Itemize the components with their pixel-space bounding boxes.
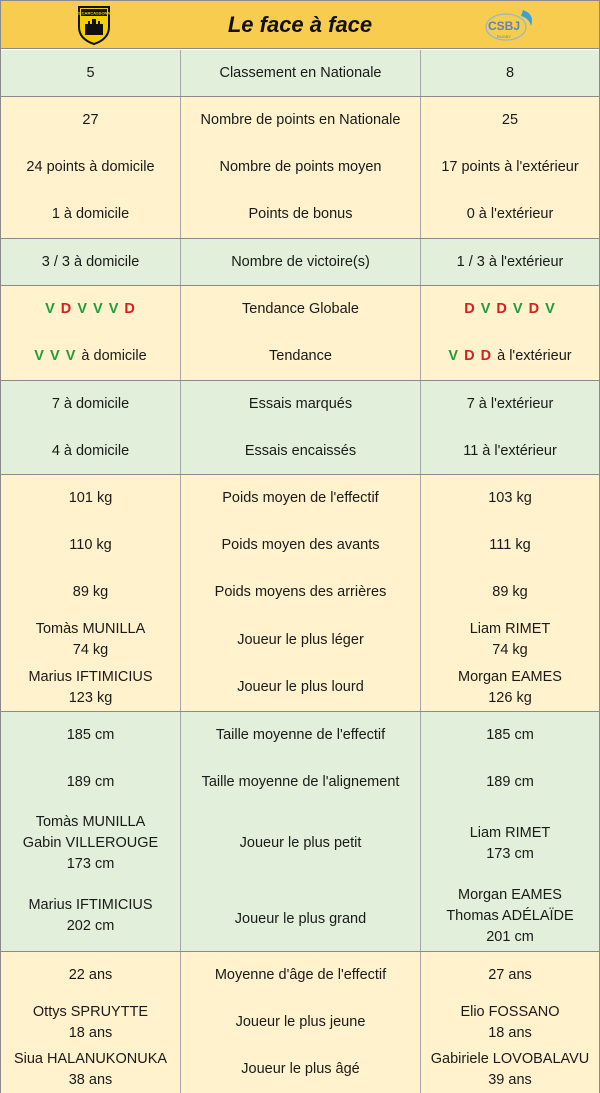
table-row xyxy=(1,475,599,522)
table-row xyxy=(1,50,599,97)
player-value: 38 ans xyxy=(68,1071,113,1088)
away-value: 11 à l'extérieur xyxy=(463,443,557,459)
home-trend-form xyxy=(34,348,76,364)
away-trend-suffix: à l'extérieur xyxy=(497,348,572,364)
win-result: V xyxy=(45,301,56,317)
svg-text:US CARCASSONNE: US CARCASSONNE xyxy=(74,10,114,16)
win-result: V xyxy=(480,301,492,317)
home-value: 4 à domicile xyxy=(51,443,130,459)
row-label: Poids moyen de l'effectif xyxy=(222,490,379,506)
away-value: 185 cm xyxy=(486,727,534,743)
home-value: 101 kg xyxy=(68,490,113,506)
player-name: Morgan EAMES xyxy=(458,668,562,685)
away-global-form xyxy=(464,299,556,320)
win-result: V xyxy=(108,301,120,317)
table-row xyxy=(1,664,599,711)
section-weight xyxy=(1,475,599,712)
player-name: Liam RIMET xyxy=(469,621,551,637)
player-value: 126 kg xyxy=(488,689,532,706)
away-value: 27 ans xyxy=(488,967,532,983)
player-value: 18 ans xyxy=(68,1024,113,1041)
win-result: V xyxy=(34,348,45,364)
home-player xyxy=(1,616,180,664)
table-row xyxy=(1,97,599,144)
table-row xyxy=(1,881,599,951)
away-value: 25 xyxy=(501,112,519,128)
win-result: V xyxy=(65,348,77,364)
win-result: V xyxy=(545,301,556,317)
table-row xyxy=(1,144,599,191)
row-label: Taille moyenne de l'alignement xyxy=(201,774,400,790)
section-wins xyxy=(1,239,599,286)
player-value: 173 cm xyxy=(66,856,115,872)
table-row xyxy=(1,759,599,806)
player-value: 39 ans xyxy=(488,1071,532,1088)
home-value: 189 cm xyxy=(66,774,115,790)
player-value: 202 cm xyxy=(66,918,115,934)
player-name: Marius IFTIMICIUS xyxy=(28,897,153,913)
away-player xyxy=(421,881,599,951)
loss-result: D xyxy=(464,348,476,364)
player-name: Gabin VILLEROUGE xyxy=(22,835,159,851)
loss-result: D xyxy=(124,301,136,317)
home-trend-suffix: à domicile xyxy=(81,348,147,364)
loss-result: D xyxy=(60,301,73,317)
win-result: V xyxy=(448,348,460,364)
away-value: 111 kg xyxy=(489,537,531,553)
home-value: 89 kg xyxy=(72,584,109,600)
row-label: Poids moyen des avants xyxy=(221,537,380,553)
table-row xyxy=(1,999,599,1046)
section-tries xyxy=(1,381,599,475)
player-value: 74 kg xyxy=(492,642,528,658)
home-value: 7 à domicile xyxy=(51,396,130,412)
away-trend-form xyxy=(448,348,492,364)
table-row xyxy=(1,1046,599,1093)
away-value: 0 à l'extérieur xyxy=(466,206,554,222)
table-row xyxy=(1,191,599,238)
home-value: 110 kg xyxy=(69,537,112,553)
home-player xyxy=(1,664,180,711)
csbj-logo xyxy=(479,6,539,44)
player-name: Marius IFTIMICIUS xyxy=(28,668,153,685)
home-value: 24 points à domicile xyxy=(26,159,155,175)
loss-result: D xyxy=(496,301,508,317)
win-result: V xyxy=(77,301,88,317)
away-value: 1 / 3 à l'extérieur xyxy=(456,253,564,270)
home-value: 1 à domicile xyxy=(51,206,130,222)
player-name: Liam RIMET xyxy=(469,824,551,841)
loss-result: D xyxy=(528,301,541,317)
loss-result: D xyxy=(480,348,493,364)
section-height xyxy=(1,712,599,952)
table-row xyxy=(1,952,599,999)
row-label: Essais marqués xyxy=(248,396,353,412)
row-label: Tendance Globale xyxy=(242,301,359,317)
table-row xyxy=(1,239,599,285)
section-form xyxy=(1,286,599,381)
table-row xyxy=(1,381,599,428)
row-label: Points de bonus xyxy=(248,206,353,222)
table-row xyxy=(1,616,599,664)
player-value: 123 kg xyxy=(68,689,113,706)
home-value: 5 xyxy=(86,65,95,81)
row-label: Joueur le plus petit xyxy=(239,835,362,851)
win-result: V xyxy=(50,348,61,364)
home-global-form xyxy=(45,299,136,320)
home-value: 22 ans xyxy=(68,967,113,983)
svg-text:CSBJ: CSBJ xyxy=(487,19,521,33)
away-player xyxy=(421,664,599,711)
row-label: Classement en Nationale xyxy=(219,65,382,81)
svg-text:RUGBY: RUGBY xyxy=(496,34,512,39)
table-row xyxy=(1,428,599,475)
table-row xyxy=(1,522,599,569)
home-player xyxy=(1,999,180,1046)
win-result: V xyxy=(512,301,524,317)
away-player xyxy=(421,806,599,881)
table-row xyxy=(1,806,599,881)
player-name: Tomàs MUNILLA xyxy=(35,814,146,830)
away-value: 8 xyxy=(505,65,515,81)
home-value: 185 cm xyxy=(66,727,115,743)
away-value: 7 à l'extérieur xyxy=(466,396,554,412)
section-points xyxy=(1,97,599,239)
row-label: Moyenne d'âge de l'effectif xyxy=(214,967,387,983)
player-name: Thomas ADÉLAÏDE xyxy=(446,907,574,924)
player-value: 201 cm xyxy=(486,928,534,945)
row-label: Joueur le plus lourd xyxy=(237,679,364,695)
home-value: 27 xyxy=(82,112,99,128)
row-label: Nombre de points moyen xyxy=(219,159,382,175)
away-value: 103 kg xyxy=(488,490,532,506)
away-value: 89 kg xyxy=(492,584,528,600)
away-value: 189 cm xyxy=(486,774,534,790)
table-row xyxy=(1,286,599,333)
row-label: Poids moyens des arrières xyxy=(214,584,387,600)
section-ranking xyxy=(1,50,599,97)
table-row xyxy=(1,333,599,380)
away-player xyxy=(421,1046,599,1093)
row-label: Taille moyenne de l'effectif xyxy=(215,727,386,743)
player-name: Siua HALANUKONUKA xyxy=(13,1050,168,1067)
player-value: 18 ans xyxy=(488,1024,532,1041)
table-row xyxy=(1,569,599,616)
table-title: Le face à face xyxy=(227,12,373,37)
row-label: Joueur le plus grand xyxy=(234,910,367,927)
row-label: Joueur le plus léger xyxy=(237,631,364,648)
home-player xyxy=(1,881,180,951)
away-player xyxy=(421,616,599,664)
row-label: Joueur le plus jeune xyxy=(235,1014,366,1030)
player-name: Elio FOSSANO xyxy=(460,1003,560,1020)
away-value: 17 points à l'extérieur xyxy=(441,159,579,175)
section-age xyxy=(1,952,599,1093)
carcassonne-logo xyxy=(74,5,114,45)
row-label: Essais encaissés xyxy=(244,443,357,459)
player-name: Morgan EAMES xyxy=(458,886,562,903)
home-value: 3 / 3 à domicile xyxy=(41,253,140,270)
table-header xyxy=(1,1,599,49)
player-value: 173 cm xyxy=(486,845,534,862)
home-player xyxy=(1,806,180,881)
away-player xyxy=(421,999,599,1046)
player-name: Gabiriele LOVOBALAVU xyxy=(430,1050,590,1067)
win-result: V xyxy=(93,301,104,317)
player-name: Ottys SPRUYTTE xyxy=(32,1003,149,1020)
home-player xyxy=(1,1046,180,1093)
table-row xyxy=(1,712,599,759)
loss-result: D xyxy=(464,301,476,317)
row-label: Nombre de points en Nationale xyxy=(200,112,401,128)
row-label: Nombre de victoire(s) xyxy=(231,253,370,270)
player-value: 74 kg xyxy=(72,642,109,658)
row-label: Joueur le plus âgé xyxy=(241,1061,360,1077)
player-name: Tomàs MUNILLA xyxy=(35,621,146,637)
row-label: Tendance xyxy=(269,348,332,364)
